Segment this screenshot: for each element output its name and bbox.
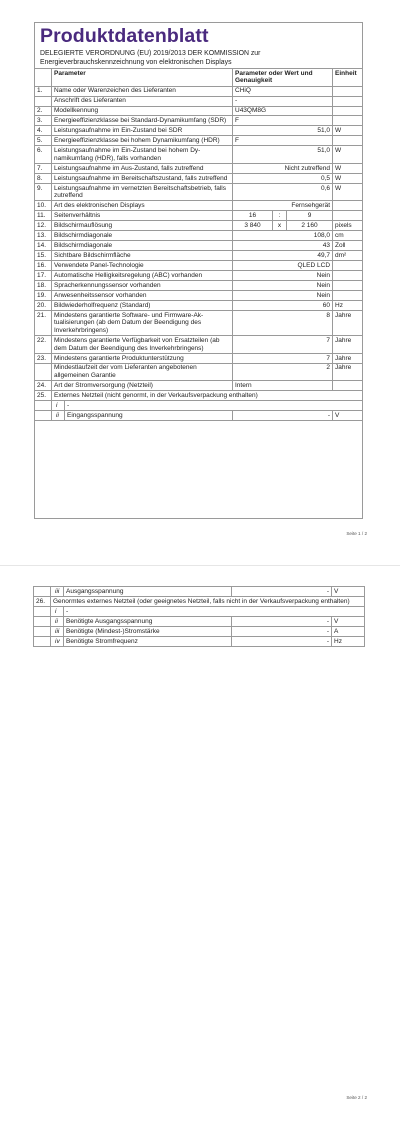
table-row: 17. Automatische Helligkeitsregelung (ABC) vorhanden Nein: [35, 271, 364, 281]
subrow-index: ii: [52, 411, 65, 421]
row-label: Leistungsaufnahme im Ein-Zustand bei SDR: [52, 126, 233, 136]
page-1: [0, 0, 400, 565]
row-unit: [333, 106, 363, 116]
row-value: -: [232, 616, 332, 626]
table-row: 20. Bildwiederholfrequenz (Standard) 60 Hz: [35, 301, 364, 311]
row-value: Fernsehgerät: [233, 201, 333, 211]
table-subrow: [35, 401, 364, 411]
row-unit: Hz: [333, 301, 363, 311]
row-unit: Jahre: [333, 353, 363, 363]
row-value: -: [232, 636, 332, 646]
row-label: Name oder Warenzeichen des Lieferanten: [52, 86, 233, 96]
table-row: 18. Spracherkennungssensor vorhanden Nein: [35, 281, 364, 291]
subrow-index: iv: [51, 636, 64, 646]
row-label: Modellkennung: [52, 106, 233, 116]
row-unit: Hz: [332, 636, 365, 646]
row-label: Automatische Helligkeitsregelung (ABC) vorhanden: [52, 271, 233, 281]
row-unit: [333, 211, 363, 221]
header-parameter: Parameter: [52, 69, 233, 87]
row-label: Bildschirmauflösung: [52, 221, 233, 231]
row-label: Anwesenheitssensor vorhanden: [52, 291, 233, 301]
row-label: Mindestlaufzeit der vom Lieferanten angebotenen allgemeinen Garantie: [52, 363, 233, 381]
aspect-separator: :: [273, 211, 287, 221]
row-label: Leistungsaufnahme im vernetzten Bereitschaftsbetrieb, falls zutreffend: [52, 183, 233, 201]
row-unit: V: [333, 411, 363, 421]
subrow-index: ii: [51, 616, 64, 626]
row-value: 0,5: [233, 173, 333, 183]
row-unit: W: [333, 126, 363, 136]
table-row: 4. Leistungsaufnahme im Ein-Zustand bei SDR 51,0 W: [35, 126, 364, 136]
table-row: 9. Leistungsaufnahme im vernetzten Bereitschaftsbetrieb, falls zutreffend 0,6 W: [35, 183, 364, 201]
row-unit: W: [333, 146, 363, 164]
row-label: Benötigte Ausgangsspannung: [64, 616, 232, 626]
row-unit: W: [333, 173, 363, 183]
table-row: 12. Bildschirmauflösung 3 840 x 2 160 pixels: [35, 221, 364, 231]
row-label: Benötigte Stromfrequenz: [64, 636, 232, 646]
table-subrow: [34, 606, 365, 616]
row-label: Bildwiederholfrequenz (Standard): [52, 301, 233, 311]
row-label: -: [65, 401, 364, 411]
table-row: 26. Genormtes externes Netzteil (oder geeignetes Netzteil, falls nicht in der Verkaufsverpackung enthalten): [34, 596, 365, 606]
row-unit: pixels: [333, 221, 363, 231]
row-label: Verwendete Panel-Technologie: [52, 261, 233, 271]
table-row: 23. Mindestens garantierte Produktunterstützung 7 Jahre: [35, 353, 364, 363]
row-value: Nein: [233, 271, 333, 281]
datasheet-frame: [34, 22, 363, 519]
row-unit: [333, 291, 363, 301]
resolution-height: 2 160: [287, 221, 333, 231]
subrow-index: iii: [51, 587, 64, 597]
row-unit: [333, 136, 363, 146]
row-label: Bildschirmdiagonale: [52, 241, 233, 251]
row-unit: [333, 116, 363, 126]
row-value: -: [233, 96, 333, 106]
row-unit: cm: [333, 231, 363, 241]
row-value: 43: [233, 241, 333, 251]
table-row: 11. Seitenverhältnis 16 : 9: [35, 211, 364, 221]
table-subrow: [34, 616, 365, 626]
row-unit: dm²: [333, 251, 363, 261]
row-unit: Jahre: [333, 311, 363, 336]
table-row: 21. Mindestens garantierte Software- und Firmware-Aktualisierungen (ab dem Datum der Beendigung des Inverkehrbringens) 8 Jahre: [35, 311, 364, 336]
regulation-subtitle: DELEGIERTE VERORDNUNG (EU) 2019/2013 DER KOMMISSION zur Energieverbrauchskennzeichnung von elektronischen Displays: [40, 50, 261, 66]
row-unit: W: [333, 163, 363, 173]
row-unit: Zoll: [333, 241, 363, 251]
page-footer: Seite 2 / 2: [346, 1095, 367, 1100]
row-unit: [333, 381, 363, 391]
row-label: Eingangsspannung: [65, 411, 233, 421]
table-row: 10. Art des elektronischen Displays Fernsehgerät: [35, 201, 364, 211]
row-label: Ausgangsspannung: [64, 587, 232, 597]
table-row: 6. Leistungsaufnahme im Ein-Zustand bei hohem Dynamikumfang (HDR), falls vorhanden 51,0 W: [35, 146, 364, 164]
row-label: -: [64, 606, 365, 616]
row-label: Spracherkennungssensor vorhanden: [52, 281, 233, 291]
row-value: -: [232, 626, 332, 636]
row-label: Externes Netzteil (nicht genormt, in der Verkaufsverpackung enthalten): [52, 391, 364, 401]
row-label: Energieeffizienzklasse bei Standard-Dynamikumfang (SDR): [52, 116, 233, 126]
row-value: -: [233, 411, 333, 421]
row-value: 51,0: [233, 146, 333, 164]
header-unit: Einheit: [333, 69, 363, 87]
row-label: Art der Stromversorgung (Netzteil): [52, 381, 233, 391]
row-value: Intern: [233, 381, 333, 391]
row-value: QLED LCD: [233, 261, 333, 271]
row-unit: Jahre: [333, 336, 363, 354]
row-label: Seitenverhältnis: [52, 211, 233, 221]
row-unit: V: [332, 616, 365, 626]
table-row: [35, 363, 364, 381]
row-value: Nicht zutreffend: [233, 163, 333, 173]
row-label: Energieeffizienzklasse bei hohem Dynamikumfang (HDR): [52, 136, 233, 146]
row-value: Nein: [233, 291, 333, 301]
row-value: -: [232, 587, 332, 597]
row-value: 51,0: [233, 126, 333, 136]
row-label: Leistungsaufnahme im Aus-Zustand, falls zutreffend: [52, 163, 233, 173]
table-subrow: [34, 636, 365, 646]
subrow-index: iii: [51, 626, 64, 636]
resolution-width: 3 840: [233, 221, 273, 231]
row-value: 108,0: [233, 231, 333, 241]
page-footer: Seite 1 / 2: [346, 531, 367, 536]
subrow-index: i: [52, 401, 65, 411]
row-unit: W: [333, 183, 363, 201]
row-value: U43QM8G: [233, 106, 333, 116]
row-unit: A: [332, 626, 365, 636]
aspect-height: 9: [287, 211, 333, 221]
table-subrow: [34, 626, 365, 636]
row-value: 8: [233, 311, 333, 336]
table-subrow: [34, 587, 365, 597]
row-value: CHiQ: [233, 86, 333, 96]
row-unit: [333, 281, 363, 291]
datasheet-table-continued: [33, 586, 365, 647]
row-label: Genormtes externes Netzteil (oder geeignetes Netzteil, falls nicht in der Verkaufsverpackung enthalten): [51, 596, 365, 606]
table-row: 3. Energieeffizienzklasse bei Standard-Dynamikumfang (SDR) F: [35, 116, 364, 126]
aspect-width: 16: [233, 211, 273, 221]
row-unit: [333, 96, 363, 106]
row-value: 7: [233, 353, 333, 363]
row-label: Mindestens garantierte Software- und Firmware-Aktualisierungen (ab dem Datum der Beendigung des Inverkehrbringens): [52, 311, 233, 336]
row-value: 60: [233, 301, 333, 311]
resolution-separator: x: [273, 221, 287, 231]
row-value: 49,7: [233, 251, 333, 261]
page-2: [0, 566, 400, 1131]
row-value: F: [233, 116, 333, 126]
table-row: 13. Bildschirmdiagonale 108,0 cm: [35, 231, 364, 241]
table-row: 15. Sichtbare Bildschirmfläche 49,7 dm²: [35, 251, 364, 261]
table-row: 8. Leistungsaufnahme im Bereitschaftszustand, falls zutreffend 0,5 W: [35, 173, 364, 183]
row-value: Nein: [233, 281, 333, 291]
table-row: 16. Verwendete Panel-Technologie QLED LCD: [35, 261, 364, 271]
row-value: 2: [233, 363, 333, 381]
row-unit: Jahre: [333, 363, 363, 381]
table-row: 19. Anwesenheitssensor vorhanden Nein: [35, 291, 364, 301]
table-row: 2. Modellkennung U43QM8G: [35, 106, 364, 116]
row-unit: V: [332, 587, 365, 597]
row-label: Bildschirmdiagonale: [52, 231, 233, 241]
subrow-index: i: [51, 606, 64, 616]
row-unit: [333, 86, 363, 96]
datasheet-table: [34, 68, 363, 421]
table-row: 5. Energieeffizienzklasse bei hohem Dynamikumfang (HDR) F: [35, 136, 364, 146]
row-label: Benötigte (Mindest-)Stromstärke: [64, 626, 232, 636]
table-header: [35, 69, 364, 87]
row-unit: [333, 201, 363, 211]
row-label: Leistungsaufnahme im Ein-Zustand bei hohem Dynamikumfang (HDR), falls vorhanden: [52, 146, 233, 164]
row-value: F: [233, 136, 333, 146]
table-row: [35, 96, 364, 106]
table-row: 24. Art der Stromversorgung (Netzteil) Intern: [35, 381, 364, 391]
row-label: Sichtbare Bildschirmfläche: [52, 251, 233, 261]
page-title: Produktdatenblatt: [40, 25, 209, 47]
row-unit: [333, 271, 363, 281]
table-subrow: [35, 411, 364, 421]
table-row: 25. Externes Netzteil (nicht genormt, in der Verkaufsverpackung enthalten): [35, 391, 364, 401]
row-label: Anschrift des Lieferanten: [52, 96, 233, 106]
row-value: 0,6: [233, 183, 333, 201]
row-label: Mindestens garantierte Verfügbarkeit von Ersatzteilen (ab dem Datum der Beendigung des Inverkehrbringens): [52, 336, 233, 354]
table-row: 14. Bildschirmdiagonale 43 Zoll: [35, 241, 364, 251]
row-label: Art des elektronischen Displays: [52, 201, 233, 211]
table-row: 1. Name oder Warenzeichen des Lieferanten CHiQ: [35, 86, 364, 96]
row-unit: [333, 261, 363, 271]
table-row: 7. Leistungsaufnahme im Aus-Zustand, falls zutreffend Nicht zutreffend W: [35, 163, 364, 173]
table-row: 22. Mindestens garantierte Verfügbarkeit von Ersatzteilen (ab dem Datum der Beendigung des Inverkehrbringens) 7 Jahre: [35, 336, 364, 354]
row-label: Leistungsaufnahme im Bereitschaftszustand, falls zutreffend: [52, 173, 233, 183]
row-label: Mindestens garantierte Produktunterstützung: [52, 353, 233, 363]
header-value: Parameter oder Wert und Genauigkeit: [233, 69, 333, 87]
header-num: [35, 69, 52, 87]
row-value: 7: [233, 336, 333, 354]
